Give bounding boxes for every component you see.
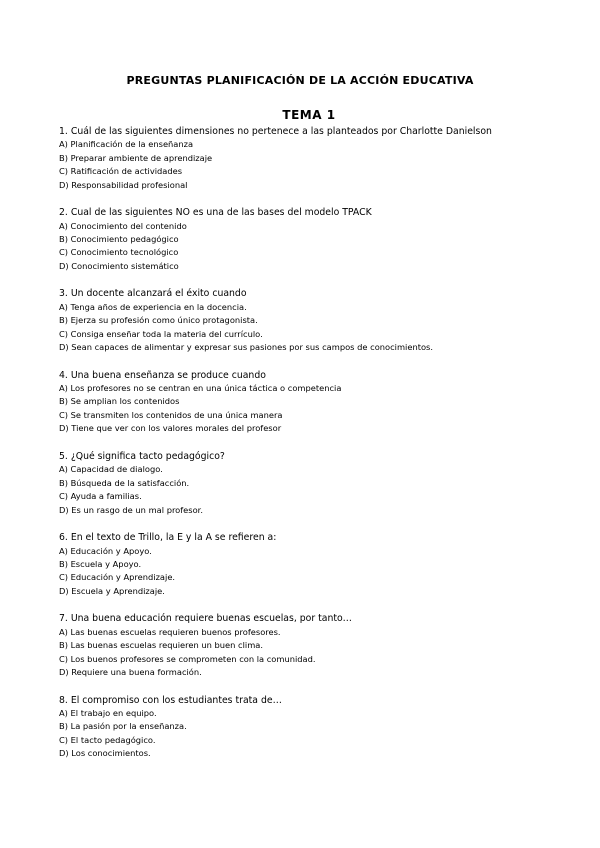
answer-option: A) Planificación de la enseñanza [59, 139, 194, 150]
answer-option: A) Capacidad de dialogo. [59, 464, 163, 475]
answer-option: C) Educación y Aprendizaje. [59, 572, 176, 583]
answer-option: C) Los buenos profesores se comprometen con la comunidad. [59, 653, 316, 664]
question-block [59, 287, 559, 354]
answer-option: C) El tacto pedagógico. [59, 734, 156, 745]
question-block [59, 531, 559, 598]
answer-option: D) Responsabilidad profesional [59, 179, 188, 190]
answer-option: D) Conocimiento sistemático [59, 260, 179, 271]
answer-option: A) Conocimiento del contenido [59, 220, 187, 231]
question-block [59, 694, 559, 761]
answer-option: D) Es un rasgo de un mal profesor. [59, 504, 203, 515]
answer-option: B) Conocimiento pedagógico [59, 234, 179, 245]
question-block [59, 125, 559, 192]
question-block [59, 369, 559, 436]
question-text: 6. En el texto de Trillo, la E y la A se refieren a: [59, 532, 277, 544]
question-text: 2. Cual de las siguientes NO es una de las bases del modelo TPACK [59, 207, 372, 219]
answer-option: A) Tenga años de experiencia en la docencia. [59, 301, 247, 312]
question-text: 8. El compromiso con los estudiantes trata de… [59, 694, 282, 706]
answer-option: D) Requiere una buena formación. [59, 666, 202, 677]
answer-option: C) Se transmiten los contenidos de una única manera [59, 409, 283, 420]
question-text: 7. Una buena educación requiere buenas escuelas, por tanto… [59, 613, 352, 625]
answer-option: A) Las buenas escuelas requieren buenos profesores. [59, 626, 281, 637]
answer-option: B) Ejerza su profesión como único protagonista. [59, 315, 258, 326]
question-block [59, 450, 559, 517]
question-block [59, 206, 559, 273]
question-text: 3. Un docente alcanzará el éxito cuando [59, 288, 247, 300]
answer-option: C) Ayuda a familias. [59, 491, 142, 502]
question-text: 4. Una buena enseñanza se produce cuando [59, 369, 266, 381]
answer-option: C) Consiga enseñar toda la materia del currículo. [59, 328, 263, 339]
answer-option: B) Escuela y Apoyo. [59, 558, 142, 569]
answer-option: A) Los profesores no se centran en una única táctica o competencia [59, 383, 342, 394]
answer-option: B) Preparar ambiente de aprendizaje [59, 152, 213, 163]
document-title: PREGUNTAS PLANIFICACIÓN DE LA ACCIÓN EDUCATIVA [126, 74, 474, 87]
answer-option: A) Educación y Apoyo. [59, 545, 152, 556]
answer-option: B) Las buenas escuelas requieren un buen clima. [59, 640, 264, 651]
answer-option: D) Sean capaces de alimentar y expresar sus pasiones por sus campos de conocimientos. [59, 342, 434, 353]
answer-option: C) Ratificación de actividades [59, 166, 183, 177]
answer-option: D) Escuela y Aprendizaje. [59, 585, 165, 596]
answer-option: A) El trabajo en equipo. [59, 707, 157, 718]
answer-option: B) Búsqueda de la satisfacción. [59, 477, 190, 488]
section-heading: TEMA 1 [282, 108, 336, 122]
answer-option: D) Tiene que ver con los valores morales del profesor [59, 423, 282, 434]
question-text: 1. Cuál de las siguientes dimensiones no pertenece a las planteados por Charlotte Danielson [59, 126, 492, 137]
question-block [59, 612, 559, 679]
answer-option: B) La pasión por la enseñanza. [59, 721, 187, 732]
answer-option: C) Conocimiento tecnológico [59, 247, 179, 258]
answer-option: D) Los conocimientos. [59, 748, 151, 759]
answer-option: B) Se amplian los contenidos [59, 396, 180, 407]
question-text: 5. ¿Qué significa tacto pedagógico? [59, 450, 225, 462]
question-list [59, 125, 559, 775]
